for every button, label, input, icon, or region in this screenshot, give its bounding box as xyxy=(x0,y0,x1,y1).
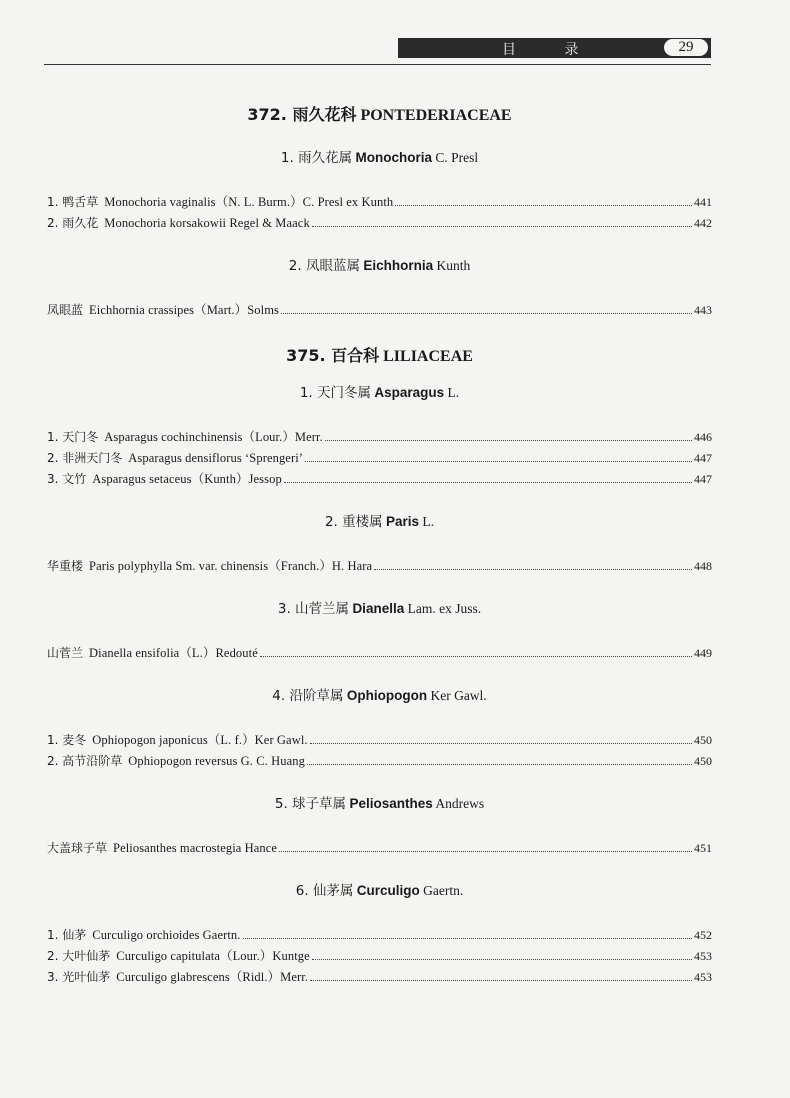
entry-page: 448 xyxy=(694,559,712,573)
page-number: 29 xyxy=(664,39,708,56)
genus-authority: L. xyxy=(447,385,460,400)
toc-entry[interactable] xyxy=(47,427,712,448)
entry-latin: Paris polyphylla Sm. var. chinensis（Franch.）H. Hara xyxy=(89,559,373,573)
entry-latin: Eichhornia crassipes（Mart.）Solms xyxy=(89,303,279,317)
genus-heading xyxy=(47,879,712,903)
genus-label: 4. 沿阶草属 xyxy=(272,688,344,704)
entry-zh: 1. 麦冬 xyxy=(47,733,87,747)
toc-entry[interactable] xyxy=(47,838,712,859)
toc-entry[interactable] xyxy=(47,946,712,967)
genus-heading xyxy=(47,381,712,405)
genus-heading xyxy=(47,510,712,534)
entry-zh: 2. 非洲天门冬 xyxy=(47,451,123,465)
entry-zh: 2. 大叶仙茅 xyxy=(47,949,111,963)
genus-latin: Monochoria xyxy=(355,150,432,165)
genus-authority: Andrews xyxy=(435,796,485,811)
entry-zh: 3. 文竹 xyxy=(47,472,87,486)
family-heading xyxy=(47,341,712,371)
entry-page: 449 xyxy=(694,646,712,660)
entry-zh: 1. 天门冬 xyxy=(47,430,99,444)
dot-leader xyxy=(395,204,692,206)
toc-entry[interactable] xyxy=(47,213,712,234)
toc-body xyxy=(47,100,712,988)
header-title: 目 录 xyxy=(502,42,601,58)
dot-leader xyxy=(281,312,692,314)
genus-label: 1. 雨久花属 xyxy=(280,150,353,166)
entry-page: 442 xyxy=(694,216,712,230)
genus-heading xyxy=(47,146,712,170)
genus-authority: L. xyxy=(422,514,435,529)
dot-leader xyxy=(260,655,692,657)
entry-page: 450 xyxy=(694,754,712,768)
dot-leader xyxy=(305,460,692,462)
entry-latin: Dianella ensifolia（L.）Redouté xyxy=(89,646,258,660)
genus-authority: Gaertn. xyxy=(423,883,464,898)
dot-leader xyxy=(312,225,692,227)
toc-entry[interactable] xyxy=(47,925,712,946)
dot-leader xyxy=(312,958,692,960)
genus-latin: Paris xyxy=(386,514,420,529)
family-latin: PONTEDERIACEAE xyxy=(360,107,512,124)
dot-leader xyxy=(310,979,692,981)
toc-entry[interactable] xyxy=(47,643,712,664)
toc-entry[interactable] xyxy=(47,448,712,469)
entry-zh: 凤眼蓝 xyxy=(47,303,84,317)
entry-latin: Asparagus densiflorus ‘Sprengeri’ xyxy=(128,451,304,465)
dot-leader xyxy=(279,850,692,852)
entry-page: 451 xyxy=(694,841,712,855)
entry-page: 443 xyxy=(694,303,712,317)
dot-leader xyxy=(243,937,692,939)
entry-page: 452 xyxy=(694,928,712,942)
genus-latin: Dianella xyxy=(352,601,405,616)
genus-label: 5. 球子草属 xyxy=(274,796,347,812)
dot-leader xyxy=(310,742,692,744)
genus-heading xyxy=(47,792,712,816)
family-heading xyxy=(47,100,712,130)
dot-leader xyxy=(284,481,692,483)
entry-page: 446 xyxy=(694,430,712,444)
entry-page: 453 xyxy=(694,970,712,984)
entry-page: 447 xyxy=(694,451,712,465)
entry-latin: Monochoria vaginalis（N. L. Burm.）C. Presl ex Kunth xyxy=(104,195,394,209)
genus-authority: Kunth xyxy=(436,258,471,273)
dot-leader xyxy=(374,568,692,570)
entry-latin: Curculigo glabrescens（Ridl.）Merr. xyxy=(116,970,309,984)
entry-page: 453 xyxy=(694,949,712,963)
genus-label: 2. 重楼属 xyxy=(324,514,383,530)
entry-zh: 1. 鸭舌草 xyxy=(47,195,99,209)
genus-latin: Peliosanthes xyxy=(349,796,433,811)
genus-latin: Curculigo xyxy=(356,883,420,898)
entry-latin: Curculigo orchioides Gaertn. xyxy=(92,928,241,942)
entry-latin: Asparagus setaceus（Kunth）Jessop xyxy=(92,472,282,486)
entry-page: 441 xyxy=(694,195,712,209)
entry-page: 450 xyxy=(694,733,712,747)
dot-leader xyxy=(307,763,692,765)
genus-latin: Asparagus xyxy=(374,385,445,400)
genus-label: 6. 仙茅属 xyxy=(295,883,354,899)
toc-entry[interactable] xyxy=(47,751,712,772)
family-latin: LILIACEAE xyxy=(383,348,473,365)
running-header xyxy=(398,38,711,58)
genus-authority: Lam. ex Juss. xyxy=(407,601,482,616)
genus-label: 2. 凤眼蓝属 xyxy=(288,258,360,274)
toc-entry[interactable] xyxy=(47,300,712,321)
toc-entry[interactable] xyxy=(47,469,712,490)
entry-latin: Peliosanthes macrostegia Hance xyxy=(113,841,278,855)
family-title: 375. 百合科 xyxy=(286,346,380,365)
toc-entry[interactable] xyxy=(47,556,712,577)
entry-latin: Asparagus cochinchinensis（Lour.）Merr. xyxy=(104,430,323,444)
entry-latin: Ophiopogon reversus G. C. Huang xyxy=(128,754,305,768)
entry-zh: 1. 仙茅 xyxy=(47,928,87,942)
toc-entry[interactable] xyxy=(47,730,712,751)
toc-entry[interactable] xyxy=(47,967,712,988)
entry-latin: Curculigo capitulata（Lour.）Kuntge xyxy=(116,949,310,963)
genus-label: 3. 山菅兰属 xyxy=(277,601,350,617)
entry-latin: Monochoria korsakowii Regel & Maack xyxy=(104,216,310,230)
entry-zh: 山菅兰 xyxy=(47,646,84,660)
entry-zh: 华重楼 xyxy=(47,559,84,573)
genus-latin: Eichhornia xyxy=(363,258,434,273)
entry-page: 447 xyxy=(694,472,712,486)
header-rule xyxy=(44,64,711,65)
entry-zh: 2. 高节沿阶草 xyxy=(47,754,123,768)
family-title: 372. 雨久花科 xyxy=(247,105,357,124)
entry-zh: 2. 雨久花 xyxy=(47,216,99,230)
genus-authority: Ker Gawl. xyxy=(430,688,487,703)
genus-heading xyxy=(47,254,712,278)
toc-entry[interactable] xyxy=(47,192,712,213)
dot-leader xyxy=(325,439,692,441)
genus-label: 1. 天门冬属 xyxy=(299,385,371,401)
entry-zh: 3. 光叶仙茅 xyxy=(47,970,111,984)
genus-latin: Ophiopogon xyxy=(346,688,428,703)
genus-heading xyxy=(47,597,712,621)
entry-zh: 大盖球子草 xyxy=(47,841,108,855)
genus-heading xyxy=(47,684,712,708)
entry-latin: Ophiopogon japonicus（L. f.）Ker Gawl. xyxy=(92,733,308,747)
genus-authority: C. Presl xyxy=(435,150,479,165)
